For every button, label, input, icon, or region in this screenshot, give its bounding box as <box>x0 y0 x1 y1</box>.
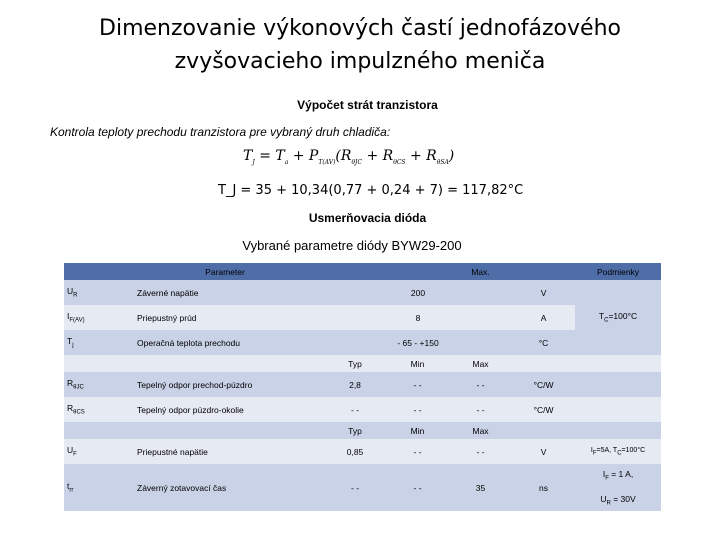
diode-parameters-table <box>64 263 661 511</box>
table-subheader-row: Typ Min Max <box>64 422 661 439</box>
header-podmienky: Podmienky <box>575 263 661 280</box>
page-title: Dimenzovanie výkonových častí jednofázového zvyšovacieho impulzného meniča <box>99 16 621 74</box>
table-subheader-row: Typ Min Max <box>64 355 661 372</box>
table-row: $U_F$ Priepustné napätie 0,85 - - - - V $I_F=5A$, $T_C=100^\circ C$ <box>64 439 661 464</box>
table-row: $U_R$ Záverné napätie 200 V $T_C=100^\circ C$ <box>64 280 661 305</box>
formula-computed: T_J = 35 + 10,34(0,77 + 0,24 + 7) = 117,82°C <box>218 183 524 198</box>
header-max: Max. <box>386 263 575 280</box>
diode-params-caption: Vybrané parametre diódy BYW29-200 <box>242 238 462 253</box>
formula-general: $T_J = T_a + P_{T(AV)}(R_{\theta JC} + R_{\theta CS} + R_{\theta SA})$ <box>243 148 455 166</box>
header-parameter: Parameter <box>64 263 386 280</box>
kontrola-text: Kontrola teploty prechodu tranzistora pre vybraný druh chladiča: <box>50 125 391 139</box>
cond-tc: $T_C=100^\circ C$ <box>575 280 661 355</box>
table-row: $R_{\theta CS}$ Tepelný odpor púzdro-okolie - - - - - - °C/W <box>64 397 661 422</box>
section-title-diode: Usmerňovacia dióda <box>308 211 427 225</box>
table-row: $I_{F(AV)}$ Priepustný prúd 8 A <box>64 305 661 330</box>
section-title-transistor: Výpočet strát tranzistora <box>297 98 438 112</box>
table-row: $T_j$ Operačná teplota prechodu - 65 - +150 °C <box>64 330 661 355</box>
table-row: $t_{rr}$ Záverný zotavovací čas - - - - 35 ns $I_F = 1$ A, $U_R = 30V$ <box>64 464 661 511</box>
table-row: $R_{\theta JC}$ Tepelný odpor prechod-púzdro 2,8 - - - - °C/W <box>64 372 661 397</box>
